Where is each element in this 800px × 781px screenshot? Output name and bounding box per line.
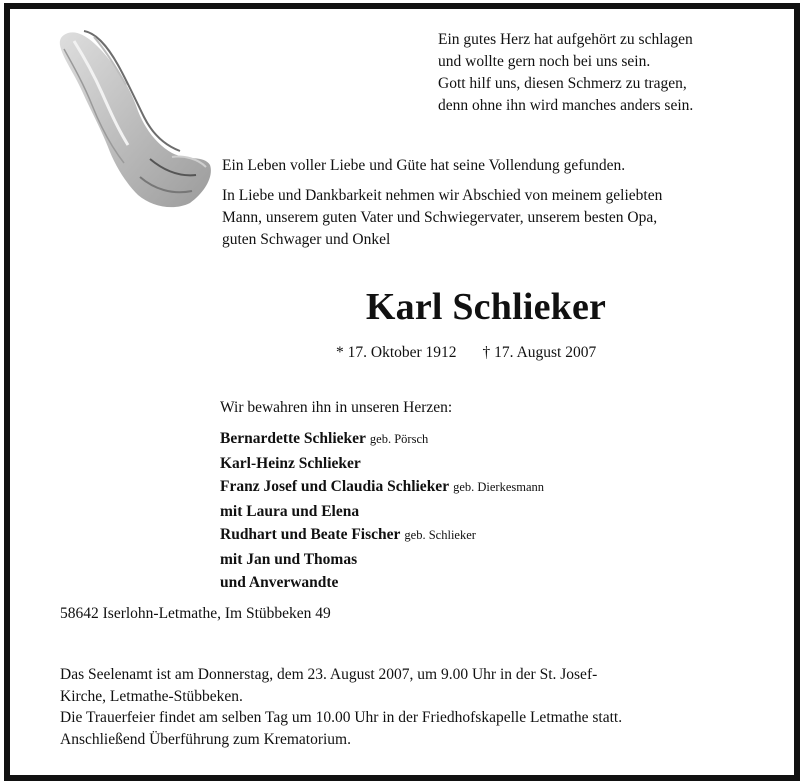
- poem-line: und wollte gern noch bei uns sein.: [438, 53, 651, 70]
- intro-line: Mann, unserem guten Vater und Schwiegervater, unserem besten Opa,: [222, 209, 658, 226]
- mourner-name: mit Jan und Thomas: [220, 550, 358, 568]
- intro-line: Ein Leben voller Liebe und Güte hat seine Vollendung gefunden.: [222, 157, 626, 174]
- poem-line: Gott hilf uns, diesen Schmerz zu tragen,: [438, 75, 687, 92]
- mourner-entry: [220, 452, 544, 476]
- deceased-name: Karl Schlieker: [365, 286, 607, 328]
- mourner-entry: [220, 475, 544, 500]
- mourner-entry: [220, 571, 544, 595]
- mourner-maiden-name: geb. Schlieker: [404, 528, 476, 542]
- address: 58642 Iserlohn-Letmathe, Im Stübbeken 49: [60, 605, 331, 622]
- poem-line: denn ohne ihn wird manches anders sein.: [438, 97, 694, 114]
- birth-date: * 17. Oktober 1912: [336, 344, 457, 361]
- praying-hands-icon: [54, 27, 214, 213]
- deceased-name-block: [10, 285, 794, 329]
- mourner-entry: [220, 500, 544, 524]
- service-info: [60, 664, 760, 750]
- mourners-list: [220, 427, 544, 595]
- keep-line: Wir bewahren ihn in unseren Herzen:: [220, 399, 453, 416]
- intro-line: In Liebe und Dankbarkeit nehmen wir Abschied von meinem geliebten: [222, 187, 663, 204]
- service-line: Kirche, Letmathe-Stübbeken.: [60, 687, 243, 705]
- mourner-name: mit Laura und Elena: [220, 502, 360, 520]
- mourner-entry: [220, 548, 544, 572]
- service-line: Die Trauerfeier findet am selben Tag um 10.00 Uhr in der Friedhofskapelle Letmathe statt.: [60, 709, 623, 726]
- mourner-name: Bernardette Schlieker: [220, 430, 366, 447]
- service-line: Das Seelenamt ist am Donnerstag, dem 23. August 2007, um 9.00 Uhr in der St. Josef-: [60, 666, 598, 683]
- life-dates: [336, 344, 596, 362]
- mourner-name: Karl-Heinz Schlieker: [220, 454, 361, 472]
- mourner-entry: [220, 427, 544, 452]
- intro-line: guten Schwager und Onkel: [222, 231, 391, 248]
- mourner-maiden-name: geb. Pörsch: [369, 432, 429, 446]
- obituary-notice: [4, 3, 800, 781]
- mourner-entry: [220, 523, 544, 548]
- service-line: Anschließend Überführung zum Krematorium.: [60, 730, 351, 748]
- mourner-name: Franz Josef und Claudia Schlieker: [220, 478, 450, 495]
- poem: [438, 29, 693, 117]
- mourner-maiden-name: geb. Dierkesmann: [453, 480, 545, 494]
- mourner-name: und Anverwandte: [220, 574, 339, 591]
- mourner-name: Rudhart und Beate Fischer: [220, 526, 401, 543]
- death-date: † 17. August 2007: [482, 344, 597, 361]
- intro-text: [222, 155, 662, 251]
- poem-line: Ein gutes Herz hat aufgehört zu schlagen: [438, 31, 693, 48]
